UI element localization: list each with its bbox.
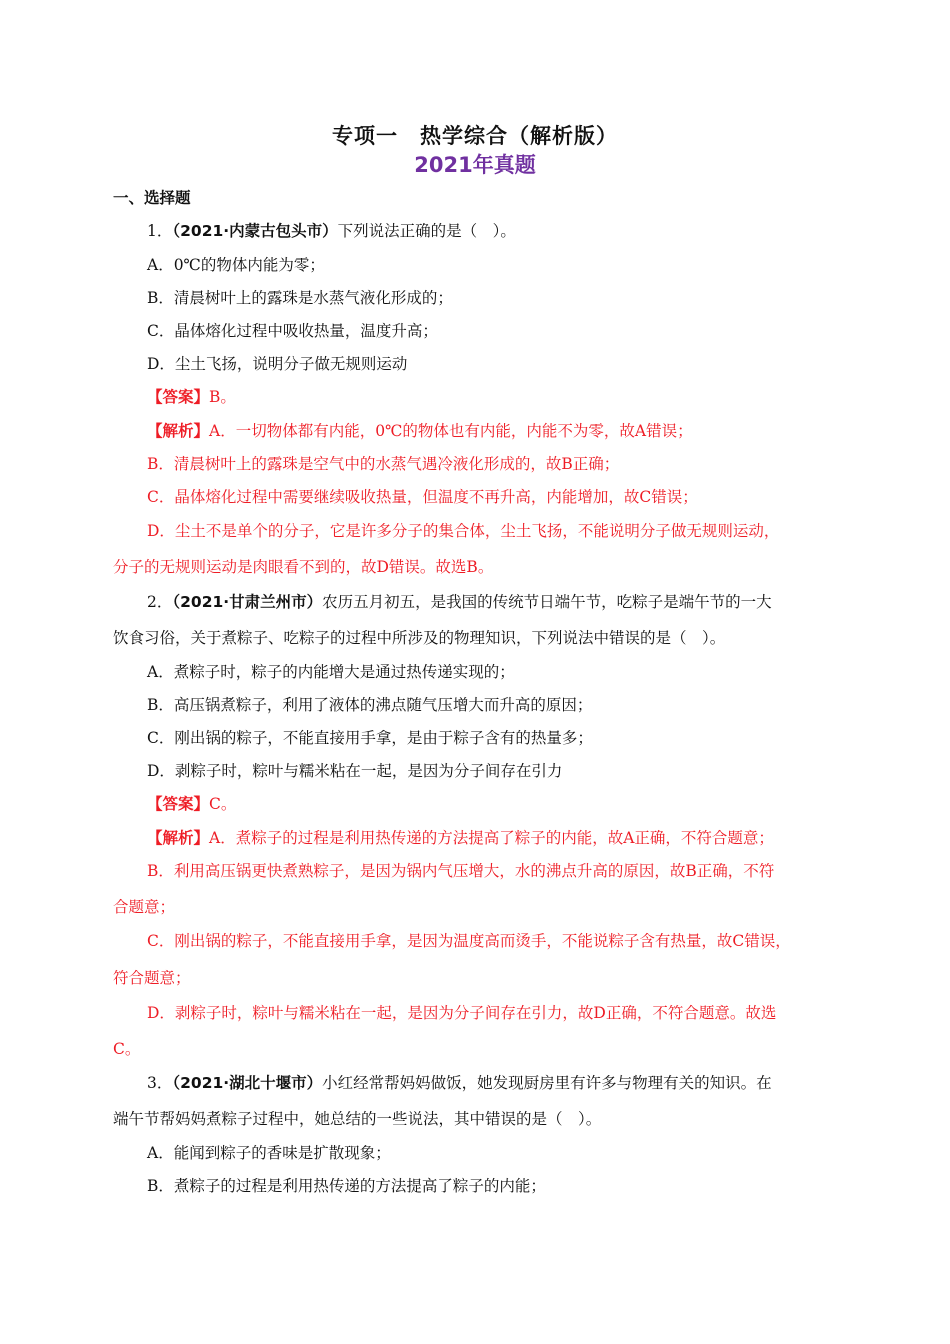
q2-analysis-tag: 【解析】	[147, 829, 210, 847]
q1-analysis-tag: 【解析】	[147, 422, 210, 440]
q3-stem-cont: 端午节帮妈妈煮粽子过程中，她总结的一些说法，其中错误的是（ ）。	[113, 1110, 602, 1128]
q2-stem-text: 农历五月初五，是我国的传统节日端午节，吃粽子是端午节的一大	[322, 593, 772, 611]
q1-option-b: B．清晨树叶上的露珠是水蒸气液化形成的；	[147, 289, 453, 307]
q2-analysis-d-cont: C。	[113, 1040, 141, 1058]
q2-answer-value: C。	[209, 795, 237, 813]
q2-analysis-a	[147, 828, 774, 848]
q3-stem	[147, 1073, 772, 1093]
q2-stem-cont: 饮食习俗，关于煮粽子、吃粽子的过程中所涉及的物理知识，下列说法中错误的是（ ）。	[113, 629, 726, 647]
q1-stem	[147, 221, 516, 241]
q2-option-a: A．煮粽子时，粽子的内能增大是通过热传递实现的；	[147, 663, 515, 681]
q2-option-d: D．剥粽子时，粽叶与糯米粘在一起，是因为分子间存在引力	[147, 762, 563, 780]
q1-analysis-a	[147, 421, 693, 441]
q2-answer	[147, 794, 236, 814]
page-subtitle: 2021年真题	[414, 153, 536, 177]
q2-answer-tag: 【答案】	[147, 795, 210, 813]
q2-stem	[147, 592, 772, 612]
q3-stem-text: 小红经常帮妈妈做饭，她发现厨房里有许多与物理有关的知识。在	[322, 1074, 772, 1092]
q2-option-c: C．刚出锅的粽子，不能直接用手拿，是由于粽子含有的热量多；	[147, 729, 593, 747]
q1-stem-text: 下列说法正确的是（ ）。	[337, 222, 516, 240]
q2-analysis-text: A．煮粽子的过程是利用热传递的方法提高了粽子的内能，故A正确，不符合题意；	[209, 829, 774, 847]
q1-analysis-d-cont: 分子的无规则运动是肉眼看不到的，故D错误。故选B。	[113, 558, 494, 576]
q1-number: 1．	[147, 222, 173, 240]
q3-option-b: B．煮粽子的过程是利用热传递的方法提高了粽子的内能；	[147, 1177, 546, 1195]
q2-analysis-b: B．利用高压锅更快煮熟粽子，是因为锅内气压增大，水的沸点升高的原因，故B正确，不符	[147, 862, 775, 880]
q2-analysis-c-cont: 符合题意；	[113, 969, 191, 987]
q2-number: 2．	[147, 593, 173, 611]
q1-option-a: A．0℃的物体内能为零；	[147, 256, 325, 274]
q3-source: （2021·湖北十堰市）	[172, 1074, 323, 1092]
q3-number: 3．	[147, 1074, 173, 1092]
q2-analysis-b-cont: 合题意；	[113, 898, 176, 916]
q1-answer-tag: 【答案】	[147, 388, 210, 406]
q1-answer-value: B。	[209, 388, 236, 406]
q2-source: （2021·甘肃兰州市）	[172, 593, 323, 611]
q1-analysis-c: C．晶体熔化过程中需要继续吸收热量，但温度不再升高，内能增加，故C错误；	[147, 488, 698, 506]
q1-option-c: C．晶体熔化过程中吸收热量，温度升高；	[147, 322, 438, 340]
page-title: 专项一 热学综合（解析版）	[332, 124, 618, 148]
q1-answer	[147, 387, 236, 407]
q1-source: （2021·内蒙古包头市）	[172, 222, 338, 240]
q1-analysis-d: D．尘土不是单个的分子，它是许多分子的集合体，尘土飞扬，不能说明分子做无规则运动，	[147, 522, 780, 540]
q2-option-b: B．高压锅煮粽子，利用了液体的沸点随气压增大而升高的原因；	[147, 696, 593, 714]
q1-analysis-text: A．一切物体都有内能，0℃的物体也有内能，内能不为零，故A错误；	[209, 422, 693, 440]
q1-option-d: D．尘土飞扬，说明分子做无规则运动	[147, 355, 408, 373]
section-heading: 一、选择题	[113, 189, 191, 207]
q1-analysis-b: B．清晨树叶上的露珠是空气中的水蒸气遇冷液化形成的，故B正确；	[147, 455, 620, 473]
q2-analysis-d: D．剥粽子时，粽叶与糯米粘在一起，是因为分子间存在引力，故D正确，不符合题意。故选	[147, 1004, 777, 1022]
q2-analysis-c: C．刚出锅的粽子，不能直接用手拿，是因为温度高而烫手，不能说粽子含有热量，故C错误，	[147, 932, 791, 950]
q3-option-a: A．能闻到粽子的香味是扩散现象；	[147, 1144, 391, 1162]
